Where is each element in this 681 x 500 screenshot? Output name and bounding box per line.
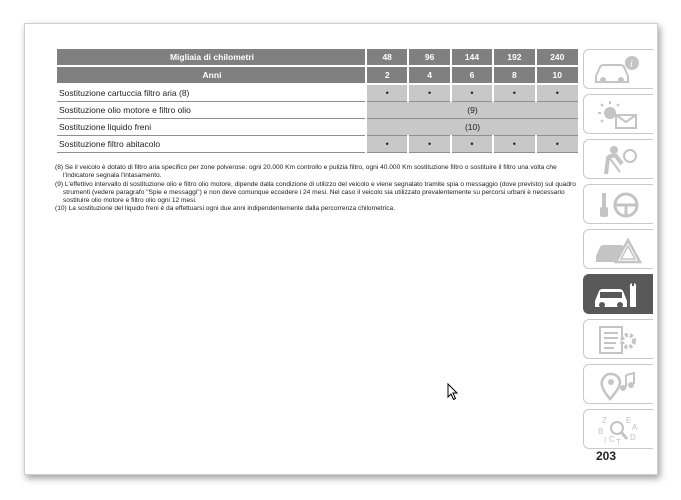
svg-text:E: E (626, 416, 632, 425)
tab-car-warning[interactable] (583, 229, 653, 269)
row-span-note: (10) (366, 119, 578, 136)
maintenance-table (55, 49, 578, 153)
svg-text:C: C (609, 435, 615, 444)
car-wrench-icon (592, 279, 642, 311)
tab-sun-mail[interactable] (583, 94, 653, 134)
svg-text:Z: Z (602, 416, 607, 425)
header-km-value: 48 (366, 49, 408, 66)
svg-text:I: I (604, 436, 607, 445)
table-row (56, 84, 578, 102)
row-mark: • (536, 136, 578, 153)
row-mark: • (451, 84, 493, 102)
header-years-value: 2 (366, 66, 408, 84)
table-row (56, 102, 578, 119)
tab-car-wrench[interactable] (583, 274, 653, 314)
header-row-km (56, 49, 578, 66)
svg-text:T: T (616, 438, 621, 446)
svg-text:B: B (598, 427, 604, 436)
page-number: 203 (596, 449, 617, 463)
header-km-value: 144 (451, 49, 493, 66)
tab-alphabet-index[interactable] (583, 409, 653, 449)
row-mark: • (536, 84, 578, 102)
sun-mail-icon (592, 99, 642, 131)
row-mark: • (493, 136, 535, 153)
header-row-years (56, 66, 578, 84)
car-warning-icon (592, 234, 642, 266)
row-mark: • (408, 136, 450, 153)
header-years-value: 10 (536, 66, 578, 84)
key-steering-wheel-icon (592, 189, 642, 221)
row-mark: • (366, 136, 408, 153)
tab-spec-gear[interactable] (583, 319, 653, 359)
header-km-label: Migliaia di chilometri (56, 49, 366, 66)
tab-car-info[interactable] (583, 49, 653, 89)
table-row (56, 119, 578, 136)
header-years-value: 4 (408, 66, 450, 84)
row-label: Sostituzione cartuccia filtro aria (8) (56, 84, 366, 102)
tab-seatbelt-airbag[interactable] (583, 139, 653, 179)
header-km-value: 240 (536, 49, 578, 66)
row-mark: • (366, 84, 408, 102)
row-label: Sostituzione olio motore e filtro olio (56, 102, 366, 119)
media-nav-icon (592, 369, 642, 401)
row-mark: • (451, 136, 493, 153)
header-km-value: 192 (493, 49, 535, 66)
row-mark: • (408, 84, 450, 102)
footnotes (55, 164, 580, 214)
seatbelt-airbag-icon (592, 144, 642, 176)
footnote: (8) Se il veicolo è dotato di filtro aria specifico per zone polverose: ogni 20.000 Km controllo e pulizia filtro, ogni 40.000 Km sostituzione filtro o sostituire il filtro una volta che l'indicatore segnala l'intasamento. (55, 164, 557, 180)
svg-text:A: A (632, 423, 638, 432)
row-label: Sostituzione filtro abitacolo (56, 136, 366, 153)
spec-gear-icon (592, 324, 642, 356)
svg-text:i: i (630, 59, 633, 70)
alphabet-index-icon (592, 414, 642, 446)
header-km-value: 96 (408, 49, 450, 66)
manual-page (24, 23, 658, 475)
table-row (56, 136, 578, 153)
mouse-cursor-icon (447, 383, 459, 401)
row-label: Sostituzione liquido freni (56, 119, 366, 136)
header-years-value: 6 (451, 66, 493, 84)
svg-text:D: D (630, 433, 636, 442)
footnote: (9) L'effettivo intervallo di sostituzione olio e filtro olio motore, dipende dalla condizione di utilizzo del veicolo e viene segnalato tramite spia o messaggio (dove previsto) sul quadro strumenti (vedere paragrafo "Spie e messaggi") e non deve comunque eccedere i 24 mesi. Nel caso il veicolo sia utilizzato prevalentemente su percorsi urbani è necessario sostituire olio motore e filtro olio ogni 12 mesi. (55, 180, 576, 205)
tab-key-steering-wheel[interactable] (583, 184, 653, 224)
row-span-note: (9) (366, 102, 578, 119)
car-info-icon (592, 54, 642, 86)
row-mark: • (493, 84, 535, 102)
footnote: (10) La sostituzione del liquido freni è da effettuarsi ogni due anni indipendentemente dalla percorrenza chilometrica. (55, 205, 396, 213)
header-years-label: Anni (56, 66, 366, 84)
header-years-value: 8 (493, 66, 535, 84)
chapter-tabs (583, 49, 655, 454)
tab-media-nav[interactable] (583, 364, 653, 404)
